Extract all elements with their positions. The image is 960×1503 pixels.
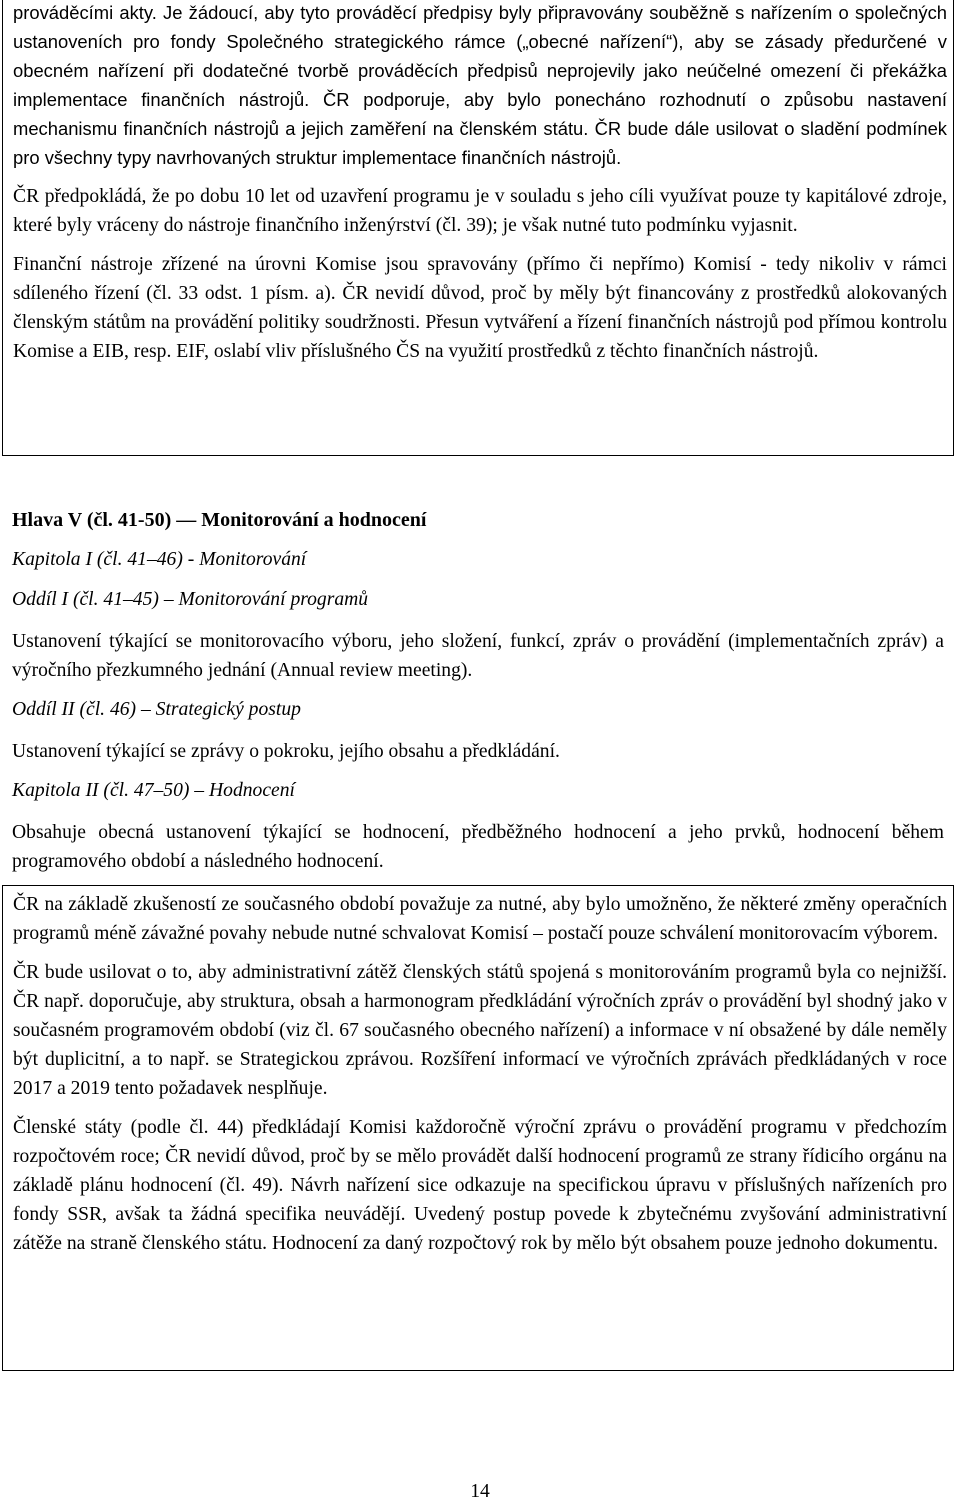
commentary-box-financial-instruments bbox=[2, 0, 954, 456]
chapter-heading: Kapitola II (čl. 47–50) – Hodnocení bbox=[12, 780, 295, 801]
part-description: Ustanovení týkající se monitorovacího výboru, jeho složení, funkcí, zpráv o provádění (implementačních zpráv) a výročního přezkumného jednání (Annual review meeting). bbox=[12, 631, 944, 681]
commentary-paragraph: ČR bude usilovat o to, aby administrativní zátěž členských států spojená s monitorováním programů byla co nejnižší. ČR např. doporučuje, aby struktura, obsah a harmonogram předkládání výročních zpráv o provádění byl shodný jako v současném programovém období (viz čl. 67 současného obecného nařízení) a informace v ní obsažené by dále neměly být duplicitní, a to např. se Strategickou zprávou. Rozšíření informací ve výročních zprávách předkládaných v roce 2017 a 2019 tento požadavek nesplňuje. bbox=[13, 962, 947, 1099]
page-number: 14 bbox=[470, 1481, 490, 1502]
section-content bbox=[12, 505, 944, 876]
part-description: Ustanovení týkající se zprávy o pokroku, jejího obsahu a předkládání. bbox=[12, 741, 560, 762]
commentary-paragraph: prováděcími akty. Je žádoucí, aby tyto prováděcí předpisy byly připravovány souběžně s nařízením o společných ustanoveních pro fondy Společného strategického rámce („obecné nařízení“), aby se zásady předurčené v obecném nařízení při dodatečné tvorbě prováděcích předpisů neprojevily jako neúčelné omezení či překážka implementace finančních nástrojů. ČR podporuje, aby bylo ponecháno rozhodnutí o způsobu nastavení mechanismu finančních nástrojů a jejich zaměření na členském státu. ČR bude dále usilovat o sladění podmínek pro všechny typy navrhovaných struktur implementace finančních nástrojů. bbox=[13, 2, 947, 168]
commentary-paragraph: Finanční nástroje zřízené na úrovni Komise jsou spravovány (přímo či nepřímo) Komisí - tedy nikoliv v rámci sdíleného řízení (čl. 33 odst. 1 písm. a). ČR nevidí důvod, proč by měly být financovány z prostředků alokovaných členským státům na provádění politiky soudržnosti. Přesun vytváření a řízení finančních nástrojů pod přímou kontrolu Komise a EIB, resp. EIF, oslabí vliv příslušného ČS na využití prostředků z těchto finančních nástrojů. bbox=[13, 254, 947, 362]
commentary-paragraph: Členské státy (podle čl. 44) předkládají Komisi každoročně výroční zprávu o provádění programu v předchozím rozpočtovém roce; ČR nevidí důvod, proč by se mělo provádět další hodnocení programů ze strany řídicího orgánu na základě plánu hodnocení (čl. 49). Návrh nařízení sice odkazuje na specifickou úpravu v příslušných nařízeních pro fondy SSR, avšak ta žádná specifika neuvádějí. Uvedený postup povede k zbytečnému zvyšování administrativní zátěže na straně členského státu. Hodnocení za daný rozpočtový rok by mělo být obsahem pouze jednoho dokumentu. bbox=[13, 1117, 947, 1254]
part-heading: Oddíl II (čl. 46) – Strategický postup bbox=[12, 699, 301, 720]
commentary-box-monitoring bbox=[2, 885, 954, 1371]
commentary-paragraph: ČR na základě zkušeností ze současného období považuje za nutné, aby bylo umožněno, že některé změny operačních programů méně závažné povahy nebude nutné schvalovat Komisí – postačí pouze schválení monitorovacím výborem. bbox=[13, 894, 947, 944]
commentary-paragraph: ČR předpokládá, že po dobu 10 let od uzavření programu je v souladu s jeho cíli využívat pouze ty kapitálové zdroje, které byly vráceny do nástroje finančního inženýrství (čl. 39); je však nutné tuto podmínku vyjasnit. bbox=[13, 186, 947, 236]
part-heading: Oddíl I (čl. 41–45) – Monitorování programů bbox=[12, 589, 369, 610]
chapter-description: Obsahuje obecná ustanovení týkající se hodnocení, předběžného hodnocení a jeho prvků, hodnocení během programového období a následného hodnocení. bbox=[12, 822, 944, 872]
chapter-heading: Kapitola I (čl. 41–46) - Monitorování bbox=[12, 549, 307, 570]
section-title: Hlava V (čl. 41-50) — Monitorování a hodnocení bbox=[12, 509, 427, 531]
